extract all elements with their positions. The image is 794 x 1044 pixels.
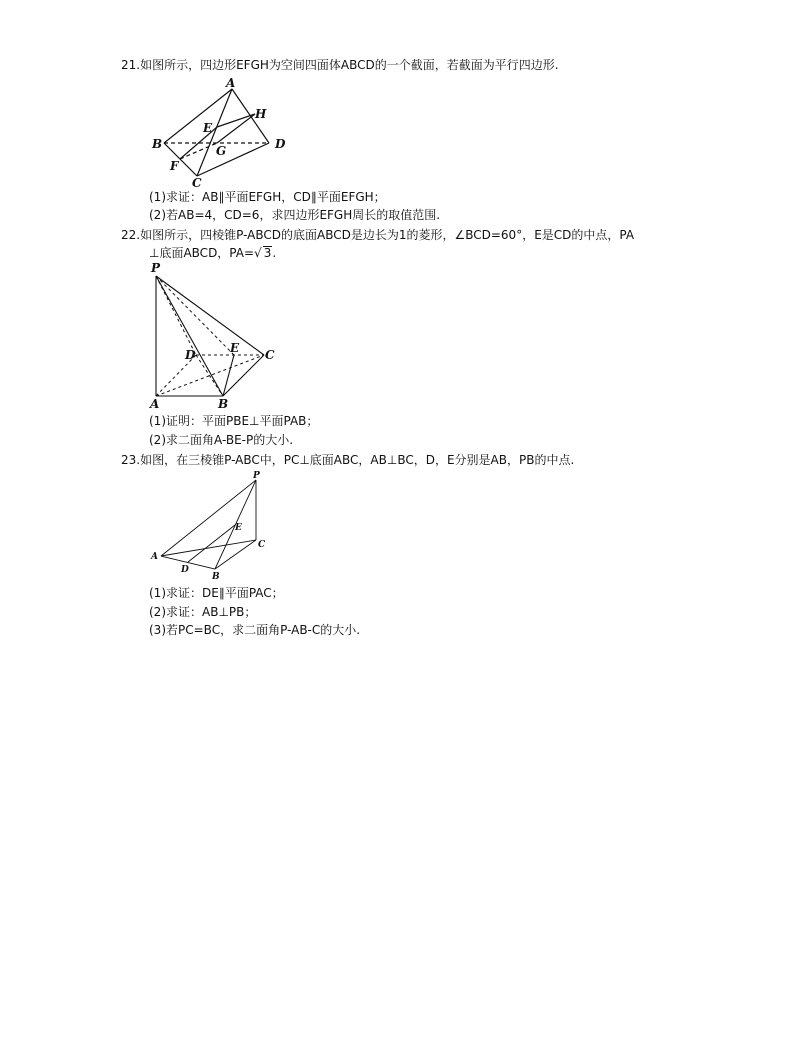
label-g: G [216, 144, 227, 158]
edge-eh [217, 114, 255, 127]
label-b: B [152, 137, 163, 151]
edge-ac [161, 540, 256, 556]
edge-pa [161, 480, 256, 556]
figure-pyramid-rhombus [144, 262, 284, 412]
edge-bc [215, 540, 256, 569]
problem-21-part-2: (2)若AB=4，CD=6，求四边形EFGH周长的取值范围. [149, 208, 441, 222]
edge-hg [217, 114, 255, 143]
problem-number: 23. [121, 453, 141, 467]
label-p: P [253, 471, 260, 481]
label-h: H [255, 107, 267, 121]
tetrahedron-diagram [150, 76, 300, 192]
problem-text-end: . [272, 246, 277, 260]
edge-pc [156, 276, 264, 355]
segment-de [188, 525, 235, 562]
pyramid-diagram [144, 262, 284, 412]
problem-text: 如图所示，四棱锥P-ABCD的底面ABCD是边长为1的菱形，∠BCD=60°，E是CD的中点，PA [140, 228, 635, 242]
problem-22-stem-cont: ⊥底面ABCD，PA=√ 3. [149, 246, 277, 260]
label-b: B [212, 572, 220, 582]
label-d: D [181, 565, 189, 575]
label-e: E [203, 121, 213, 135]
label-e: E [235, 523, 242, 533]
problem-23-part-1: (1)求证：DE∥平面PAC； [149, 586, 284, 600]
problem-23-stem [121, 452, 574, 468]
triangular-pyramid-diagram [148, 470, 273, 582]
problem-23-part-3: (3)若PC=BC，求二面角P-AB-C的大小. [149, 623, 361, 637]
label-c: C [265, 348, 275, 362]
label-d: D [185, 348, 196, 362]
label-a: A [226, 76, 236, 90]
problem-22-stem [121, 227, 634, 243]
label-a: A [151, 552, 158, 562]
label-c: C [258, 540, 266, 550]
figure-tetrahedron-section [150, 76, 300, 192]
sqrt-radicand: 3 [263, 246, 272, 260]
label-e: E [230, 341, 240, 355]
problem-23-part-2: (2)求证：AB⊥PB； [149, 605, 257, 619]
problem-21-stem [121, 57, 559, 73]
figure-triangular-pyramid [148, 470, 273, 582]
problem-number: 22. [121, 228, 141, 242]
edge-ab [164, 89, 232, 143]
edge-pd-hidden [156, 276, 196, 355]
edge-pe-hidden [156, 276, 234, 355]
edge-fg-hidden [180, 143, 217, 159]
problem-number: 21. [121, 58, 141, 72]
problem-text: 如图，在三棱锥P-ABC中，PC⊥底面ABC，AB⊥BC，D，E分别是AB，PB的中点. [140, 453, 575, 467]
label-d: D [275, 137, 286, 151]
problem-22-part-2: (2)求二面角A-BE-P的大小. [149, 433, 294, 447]
label-b: B [218, 397, 229, 411]
problem-21-part-1: (1)求证：AB∥平面EFGH，CD∥平面EFGH； [149, 190, 386, 204]
problem-text: 如图所示，四边形EFGH为空间四面体ABCD的一个截面，若截面为平行四边形. [140, 58, 559, 72]
label-a: A [150, 397, 160, 411]
edge-bc [223, 355, 264, 396]
problem-22-part-1: (1)证明：平面PBE⊥平面PAB； [149, 414, 319, 428]
problem-text-cont: ⊥底面ABCD，PA= [149, 246, 255, 260]
edge-pb [156, 276, 223, 396]
label-p: P [151, 261, 161, 275]
label-c: C [192, 176, 202, 190]
label-f: F [170, 159, 179, 173]
